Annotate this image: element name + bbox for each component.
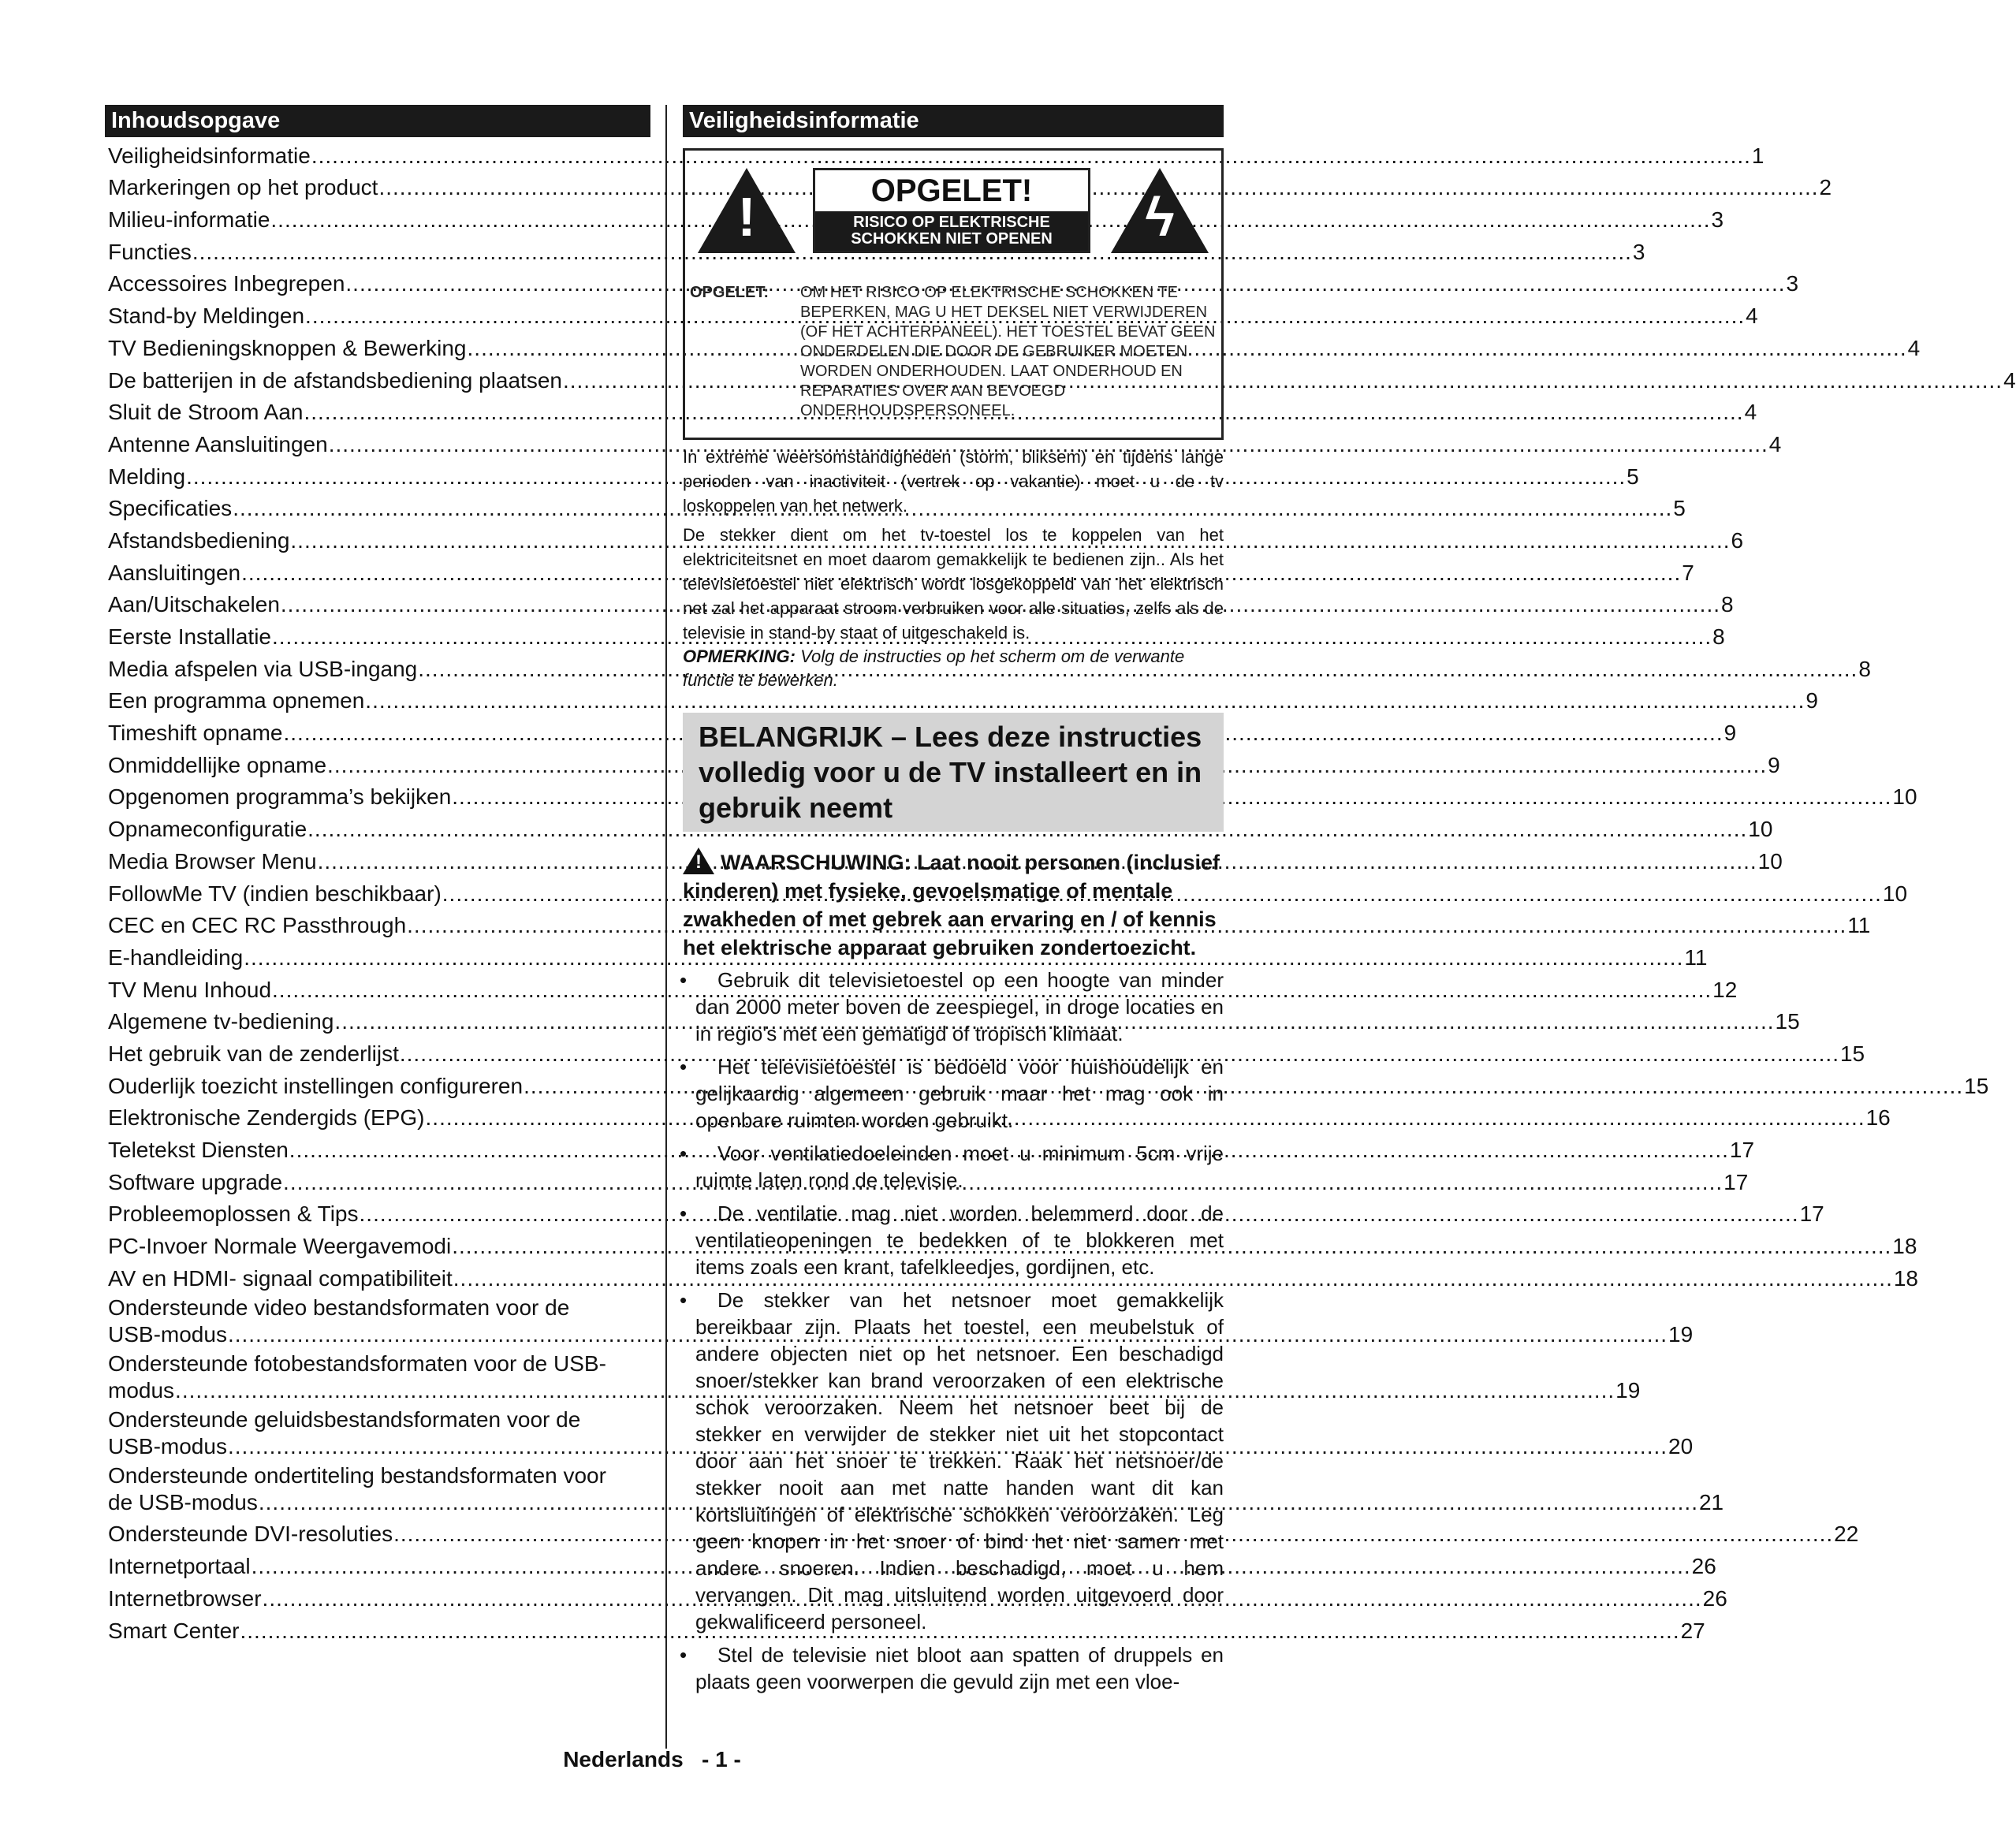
toc-entry[interactable]: [105, 1348, 1641, 1404]
toc-entry-page: 9: [1805, 688, 1818, 713]
toc-entry[interactable]: [105, 1100, 1891, 1132]
toc-entry-title: Probleemoplossen & Tips: [108, 1201, 359, 1227]
toc-entry[interactable]: [105, 907, 1871, 940]
toc-entry-title: Melding: [108, 464, 186, 489]
toc-entry-page: 18: [1892, 1234, 1917, 1259]
toc-entry[interactable]: [105, 233, 1645, 266]
caution-text-body: OM HET RISICO OP ELEKTRISCHE SCHOKKEN TE BEPERKEN, MAG U HET DEKSEL NIET VERWIJDEREN (OF HET ACHTERPANEEL). HET TOESTEL BEVAT GEEN ONDERDELEN DIE DOOR DE GEBRUIKER MOETEN WORDEN ONDERHOUDEN. LAAT ONDERHOUD EN REPARATIES OVER AAN BEVOEGD ONDERHOUDSPERSONEEL.: [800, 284, 1216, 419]
toc-entry[interactable]: [105, 1612, 1705, 1645]
caution-label-box: [813, 168, 1090, 253]
toc-entry-page: 7: [1682, 560, 1694, 585]
toc-entry-page: 10: [1757, 848, 1783, 874]
toc-entry-page: 2: [1819, 175, 1832, 200]
toc-entry-page: 1: [1751, 143, 1764, 168]
toc-entry[interactable]: [105, 426, 1782, 458]
toc-entry-title: Milieu-informatie: [108, 207, 270, 233]
toc-entry-title: Ondersteunde video bestandsformaten voor de: [108, 1295, 570, 1320]
toc-entry[interactable]: [105, 875, 1908, 907]
toc-entry-page: 10: [1748, 817, 1773, 842]
warning-icon: !: [683, 847, 714, 874]
note: [683, 645, 1224, 692]
toc-entry-page: 16: [1865, 1105, 1891, 1131]
toc-entry-title: Opgenomen programma’s bekijken: [108, 784, 452, 810]
toc-entry[interactable]: [105, 458, 1639, 490]
caution-text: [690, 283, 1217, 421]
toc-entry-page: 4: [1744, 400, 1757, 425]
safety-bullet: [683, 967, 1224, 1047]
toc-entry[interactable]: [105, 1227, 1917, 1260]
toc-entry-page: 11: [1684, 944, 1708, 970]
toc-entry-title: Ouderlijk toezicht instellingen configureren: [108, 1073, 524, 1098]
toc-entry[interactable]: [105, 1460, 1724, 1516]
toc-entry-title: De batterijen in de afstandsbediening plaatsen: [108, 367, 562, 393]
safety-bullet: [683, 1053, 1224, 1134]
footer-page-number: - 1 -: [702, 1747, 741, 1771]
toc-entry[interactable]: [105, 1580, 1727, 1612]
toc-entry-page: 9: [1768, 752, 1780, 777]
toc-entry-page: 11: [1847, 913, 1871, 938]
toc-entry-page: 8: [1858, 656, 1871, 681]
safety-bullet: [683, 1287, 1224, 1635]
toc-entry[interactable]: [105, 362, 2016, 394]
toc-entry-title: Onmiddellijke opname: [108, 752, 327, 777]
safety-bullet-text: Voor ventilatiedoeleinden moet u minimum 5cm vrije ruimte laten rond de televisie.: [695, 1142, 1224, 1192]
safety-bullet-text: Stel de televisie niet bloot aan spatten of druppels en plaats geen voorwerpen die gevuld zijn met een vloe-: [695, 1643, 1224, 1693]
toc-entry[interactable]: [105, 297, 1758, 330]
toc-entry-title: Algemene tv-bediening: [108, 1009, 334, 1034]
toc-entry[interactable]: [105, 971, 1738, 1004]
safety-bullet-text: De stekker van het netsnoer moet gemakkelijk bereikbaar zijn. Plaats het toestel, een meubelstuk of andere objecten niet op het netsnoer. Een beschadigd snoer/stekker kan brand veroorzaken of een elektrische schok veroorzaken. Neem het netsnoer beet bij de stekker en verwijder de stekker niet uit het stopcontact door aan het snoer te trekken. Raak het netsnoer/de stekker nooit aan met natte handen want dit kan kortsluitingen of elektrische schokken veroorzaken. Leg geen knopen in het snoer of bind het niet samen met andere snoeren. Indien beschadigd, moet u hem vervangen. Dit mag uitsluitend worden uitgevoerd door gekwalificeerd personeel.: [695, 1288, 1224, 1634]
toc-entry-title: Media afspelen via USB-ingang: [108, 656, 418, 681]
toc-entry-title: Ondersteunde ondertiteling bestandsformaten voor: [108, 1462, 606, 1488]
warning-text: WAARSCHUWING: Laat nooit personen (inclusief kinderen) met fysieke, gevoelsmatige of mentale zwakheden of met gebrek aan ervaring en / of kennis het elektrische apparaat gebruiken zondertoezicht.: [683, 851, 1220, 959]
toc-entry-title: Internetbrowser: [108, 1585, 262, 1611]
toc-entry[interactable]: [105, 1404, 1694, 1460]
toc-entry-page: 17: [1729, 1138, 1755, 1162]
safety-bullet-text: Gebruik dit televisietoestel op een hoogte van minder dan 2000 meter boven de zeespiegel, in droge locaties en in regio's met een gematigd of tropisch klimaat.: [695, 968, 1224, 1045]
toc-entry[interactable]: [105, 618, 1725, 650]
exclamation-warning-icon: !: [698, 168, 796, 253]
toc-entry-title: Internetportaal: [108, 1554, 251, 1579]
toc-entry[interactable]: [105, 522, 1744, 554]
toc-entry-page: 17: [1723, 1169, 1749, 1194]
toc-entry-page: 22: [1834, 1522, 1859, 1547]
footer-language: Nederlands: [563, 1747, 684, 1771]
safety-bullet: [683, 1641, 1224, 1695]
toc-entry-page: 19: [1668, 1321, 1694, 1347]
toc-entry-title: AV en HDMI- signaal compatibiliteit: [108, 1265, 453, 1291]
safety-heading: Veiligheidsinformatie: [683, 105, 1224, 137]
safety-bullet-text: De ventilatie mag niet worden belemmerd door de ventilatieopeningen te bedekken of te blokkeren met items zoals een krant, tafelkleedjes, gordijnen, etc.: [695, 1201, 1224, 1279]
toc-entry-title: Stand-by Meldingen: [108, 304, 305, 329]
toc-entry-title: Ondersteunde DVI-resoluties: [108, 1522, 393, 1547]
toc-entry-page: 9: [1723, 721, 1737, 746]
toc-entry-title-cont: USB-modus: [108, 1433, 227, 1458]
toc-entry-title: Teletekst Diensten: [108, 1138, 289, 1162]
page-footer: [0, 1747, 1304, 1772]
toc-entry-page: 21: [1698, 1489, 1724, 1514]
paragraph-plug: De stekker dient om het tv-toestel los te koppelen van het elektriciteitsnet en moet daarom gemakkelijk te bedienen zijn.. Als het televisietoestel niet elektrisch wordt losgekoppeld van het elektrisch net zal het apparaat stroom verbruiken voor alle situaties, zelfs als de televisie in stand-by staat of uitgeschakeld is.: [683, 525, 1224, 643]
toc-entry-title: CEC en CEC RC Passthrough: [108, 913, 407, 938]
toc-entry[interactable]: [105, 587, 1734, 619]
toc-entry-title: Eerste Installatie: [108, 624, 271, 649]
note-label: OPMERKING:: [683, 646, 796, 666]
safety-bullet: [683, 1140, 1224, 1194]
toc-entry[interactable]: [105, 1292, 1694, 1348]
toc-entry[interactable]: [105, 554, 1694, 587]
toc-entry-title: PC-Invoer Normale Weergavemodi: [108, 1234, 452, 1259]
toc-entry[interactable]: [105, 1196, 1824, 1228]
toc-entry-title: Aan/Uitschakelen: [108, 592, 280, 617]
toc-entry[interactable]: [105, 747, 1780, 779]
toc-entry-page: 4: [2003, 367, 2016, 393]
toc-entry-title: Het gebruik van de zenderlijst: [108, 1041, 399, 1066]
toc-entry[interactable]: [105, 330, 1921, 362]
toc-entry-title: Timeshift opname: [108, 721, 283, 746]
toc-entry-title: TV Menu Inhoud: [108, 977, 272, 1002]
paragraph-weather: In extreme weersomstandigheden (storm, bliksem) en tijdens lange perioden van inactiviteit (vertrek op vakantie) moet u de tv loskoppelen van het netwerk.: [683, 447, 1224, 516]
toc-entry-page: 10: [1892, 784, 1917, 810]
toc-entry[interactable]: [105, 843, 1783, 875]
toc-entry-page: 3: [1632, 239, 1645, 264]
toc-entry-page: 18: [1893, 1265, 1919, 1291]
toc-entry[interactable]: [105, 1516, 1859, 1548]
toc-entry[interactable]: [105, 137, 1764, 169]
toc-entry[interactable]: [105, 1131, 1755, 1164]
toc-entry-page: 15: [1839, 1041, 1865, 1066]
toc-entry[interactable]: [105, 1035, 1865, 1067]
toc-entry-title: Elektronische Zendergids (EPG): [108, 1105, 425, 1131]
toc-entry[interactable]: [105, 1260, 1919, 1292]
toc-entry-page: 20: [1668, 1433, 1694, 1458]
toc-entry-page: 10: [1882, 881, 1908, 906]
toc-entry-title-cont: de USB-modus: [108, 1489, 258, 1514]
toc-entry-page: 26: [1691, 1554, 1716, 1579]
toc-entry-title: Antenne Aansluitingen: [108, 431, 328, 456]
toc-entry-page: 6: [1731, 527, 1744, 553]
toc-entry-title: Ondersteunde fotobestandsformaten voor de USB-: [108, 1350, 606, 1376]
toc-entry-page: 27: [1680, 1618, 1705, 1643]
caution-text-label: OPGELET:: [690, 284, 770, 301]
toc-entry-title: Functies: [108, 239, 192, 264]
toc-entry-page: 3: [1711, 207, 1724, 233]
toc-entry-title: FollowMe TV (indien beschikbaar): [108, 881, 442, 906]
toc-entry[interactable]: [105, 779, 1917, 811]
toc-entry[interactable]: [105, 1004, 1800, 1036]
toc-entry-page: 3: [1786, 271, 1799, 296]
warning-heading: [683, 847, 1224, 962]
toc-entry-page: 4: [1768, 431, 1782, 456]
toc-entry-page: 26: [1702, 1585, 1727, 1611]
toc-entry-title: Veiligheidsinformatie: [108, 143, 311, 168]
toc-entry[interactable]: [105, 394, 1757, 427]
toc-heading: Inhoudsopgave: [105, 105, 650, 137]
toc-entry-page: 5: [1673, 496, 1686, 521]
safety-bullet-text: Het televisietoestel is bedoeld voor huishoudelijk en gelijkaardig algemeen gebruik maar het mag ook in openbare ruimten worden gebruikt.: [695, 1055, 1224, 1132]
toc-entry[interactable]: [105, 683, 1818, 715]
toc-entry-title: Accessoires Inbegrepen: [108, 271, 345, 296]
toc-entry-title: E-handleiding: [108, 944, 244, 970]
lightning-warning-icon: ϟ: [1111, 168, 1209, 253]
toc-entry-title: Sluit de Stroom Aan: [108, 400, 304, 425]
toc-entry-page: 8: [1712, 624, 1725, 649]
toc-entry-title-cont: modus: [108, 1377, 175, 1403]
safety-column: [683, 105, 1224, 1701]
toc-entry-page: 12: [1712, 977, 1738, 1002]
toc-entry-title: Media Browser Menu: [108, 848, 317, 874]
toc-entry-page: 4: [1746, 304, 1758, 329]
note-text: Volg de instructies op het scherm om de verwante functie te bewerken.: [683, 646, 1185, 690]
toc-entry-title: Software upgrade: [108, 1169, 283, 1194]
toc-entry-title: Opnameconfiguratie: [108, 817, 307, 842]
toc-entry-page: 4: [1907, 335, 1921, 360]
toc-entry-page: 8: [1721, 592, 1734, 617]
toc-entry-title: Specificaties: [108, 496, 233, 521]
safety-bullets: [683, 967, 1224, 1695]
caution-subtitle: RISICO OP ELEKTRISCHE SCHOKKEN NIET OPENEN: [815, 211, 1088, 251]
caution-box: [683, 148, 1224, 440]
safety-bullet: [683, 1200, 1224, 1280]
toc-entry-title: Markeringen op het product: [108, 175, 378, 200]
toc-entry[interactable]: [105, 490, 1686, 523]
toc-entry[interactable]: [105, 1548, 1716, 1580]
toc-entry-page: 5: [1627, 464, 1639, 489]
toc-entry-page: 19: [1615, 1377, 1641, 1403]
toc-entry-title: Afstandsbediening: [108, 527, 290, 553]
toc-entry-title: Smart Center: [108, 1618, 240, 1643]
toc-entry-title: TV Bedieningsknoppen & Bewerking: [108, 335, 467, 360]
important-banner: BELANGRIJK – Lees deze instructies volledig voor u de TV installeert en in gebruik neemt: [683, 713, 1224, 832]
toc-entry-title: Aansluitingen: [108, 560, 241, 585]
toc-entry-title: Ondersteunde geluidsbestandsformaten voor de: [108, 1406, 581, 1432]
toc-entry[interactable]: [105, 714, 1737, 747]
toc-entry-title-cont: USB-modus: [108, 1321, 227, 1347]
toc-entry-page: 15: [1775, 1009, 1800, 1034]
caution-title: OPGELET!: [870, 173, 1033, 208]
toc-entry-title: Een programma opnemen: [108, 688, 365, 713]
toc-entry-page: 17: [1799, 1201, 1824, 1227]
toc-entry[interactable]: [105, 1067, 1989, 1100]
toc-entry[interactable]: [105, 810, 1773, 843]
toc-entry[interactable]: [105, 939, 1708, 971]
toc-entry-page: 15: [1964, 1073, 1989, 1098]
